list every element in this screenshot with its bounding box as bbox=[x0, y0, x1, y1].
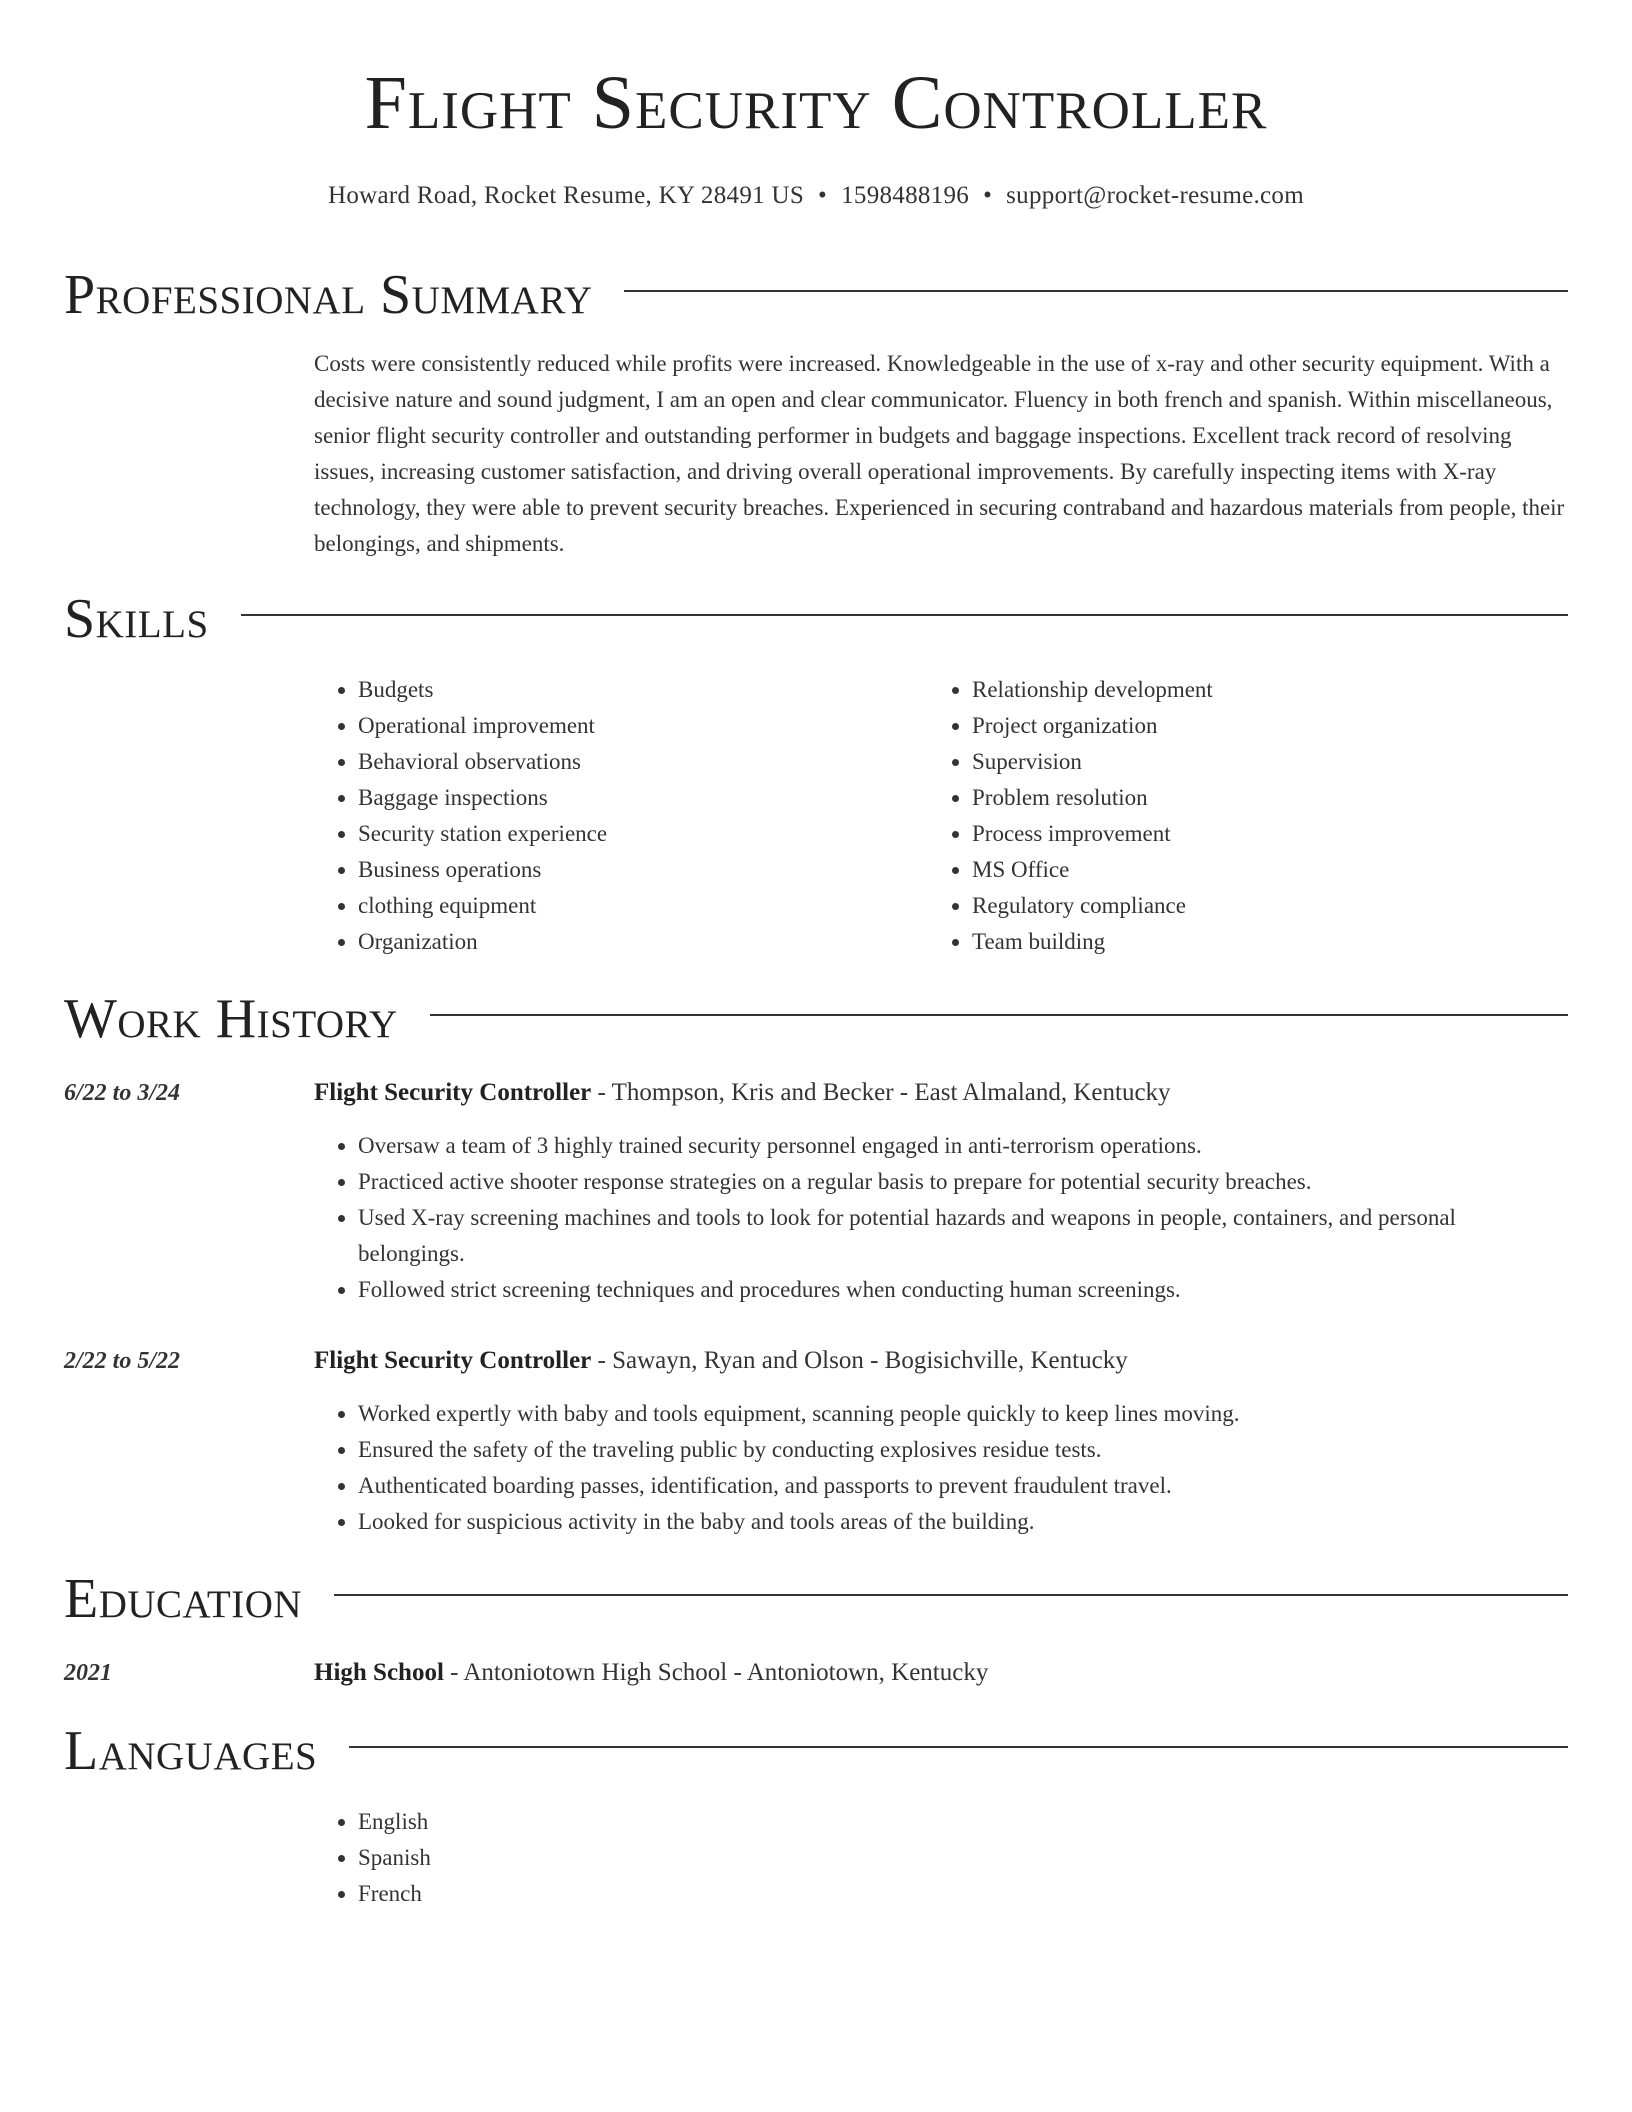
job-entry bbox=[64, 1076, 1568, 1110]
job-dates: 2/22 to 5/22 bbox=[64, 1348, 181, 1374]
education-line bbox=[314, 1656, 988, 1690]
skill-item: • Regulatory compliance bbox=[972, 888, 1542, 924]
job-bullet: • Used X-ray screening machines and tools to look for potential hazards and weapons in people, containers, and personal belongings. bbox=[358, 1200, 1568, 1272]
skill-item: • Team building bbox=[972, 924, 1542, 960]
education-title: Education bbox=[64, 1568, 303, 1630]
job-bullet: • Ensured the safety of the traveling public by conducting explosives residue tests. bbox=[358, 1432, 1568, 1468]
languages-title: Languages bbox=[64, 1720, 318, 1782]
skills-heading bbox=[64, 584, 1568, 654]
job-bullet: • Authenticated boarding passes, identification, and passports to prevent fraudulent travel. bbox=[358, 1468, 1568, 1504]
contact-separator: • bbox=[818, 182, 828, 209]
education-year: 2021 bbox=[64, 1660, 112, 1686]
education-section bbox=[64, 1564, 1568, 1690]
job-bullet: • Looked for suspicious activity in the baby and tools areas of the building. bbox=[358, 1504, 1568, 1540]
job-title-line bbox=[314, 1076, 1171, 1110]
language-item: • French bbox=[358, 1876, 1568, 1912]
skill-item: • Behavioral observations bbox=[358, 744, 928, 780]
contact-address: Howard Road, Rocket Resume, KY 28491 US bbox=[328, 182, 805, 209]
summary-heading bbox=[64, 260, 1568, 330]
job-bullet: • Practiced active shooter response strategies on a regular basis to prepare for potential security breaches. bbox=[358, 1164, 1568, 1200]
job-bullet: • Oversaw a team of 3 highly trained security personnel engaged in anti-terrorism operations. bbox=[358, 1128, 1568, 1164]
skills-list-right bbox=[928, 672, 1542, 960]
language-item: • English bbox=[358, 1804, 1568, 1840]
work-history-section bbox=[64, 984, 1568, 1540]
contact-separator: • bbox=[983, 182, 993, 209]
skills-title: Skills bbox=[64, 588, 209, 650]
section-divider bbox=[334, 1594, 1568, 1596]
job-bullet: • Followed strict screening techniques and procedures when conducting human screenings. bbox=[358, 1272, 1568, 1308]
job-role: Flight Security Controller bbox=[314, 1347, 592, 1374]
languages-list bbox=[314, 1804, 1568, 1912]
contact-email: support@rocket-resume.com bbox=[1006, 182, 1304, 209]
skill-item: • Relationship development bbox=[972, 672, 1542, 708]
work-history-title: Work History bbox=[64, 988, 398, 1050]
summary-title: Professional Summary bbox=[64, 264, 593, 326]
skills-section bbox=[64, 584, 1568, 960]
section-divider bbox=[430, 1014, 1568, 1016]
section-divider bbox=[241, 614, 1568, 616]
languages-heading bbox=[64, 1716, 1568, 1786]
language-item: • Spanish bbox=[358, 1840, 1568, 1876]
skill-item: • Business operations bbox=[358, 852, 928, 888]
skill-item: • Operational improvement bbox=[358, 708, 928, 744]
skill-item: • Baggage inspections bbox=[358, 780, 928, 816]
job-dates: 6/22 to 3/24 bbox=[64, 1080, 181, 1106]
education-entry bbox=[64, 1656, 1568, 1690]
skills-grid bbox=[314, 672, 1568, 960]
skill-item: • Project organization bbox=[972, 708, 1542, 744]
job-bullets bbox=[314, 1128, 1568, 1308]
job-employer: - Sawayn, Ryan and Olson - Bogisichville, Kentucky bbox=[591, 1347, 1128, 1374]
skill-item: • MS Office bbox=[972, 852, 1542, 888]
resume-name: Flight Security Controller bbox=[364, 61, 1268, 145]
job-role: Flight Security Controller bbox=[314, 1079, 592, 1106]
skill-item: • clothing equipment bbox=[358, 888, 928, 924]
work-history-heading bbox=[64, 984, 1568, 1054]
contact-line bbox=[64, 180, 1568, 212]
section-divider bbox=[624, 290, 1568, 292]
job-employer: - Thompson, Kris and Becker - East Almaland, Kentucky bbox=[591, 1079, 1171, 1106]
job-title-line bbox=[314, 1344, 1128, 1378]
job-entry bbox=[64, 1344, 1568, 1378]
education-school: - Antoniotown High School - Antoniotown, Kentucky bbox=[443, 1659, 989, 1686]
summary-section bbox=[64, 260, 1568, 562]
contact-phone: 1598488196 bbox=[841, 182, 970, 209]
section-divider bbox=[349, 1746, 1568, 1748]
skill-item: • Organization bbox=[358, 924, 928, 960]
job-bullets bbox=[314, 1396, 1568, 1540]
education-heading bbox=[64, 1564, 1568, 1634]
education-degree: High School bbox=[314, 1659, 444, 1686]
languages-section bbox=[64, 1716, 1568, 1912]
skill-item: • Security station experience bbox=[358, 816, 928, 852]
summary-text: Costs were consistently reduced while profits were increased. Knowledgeable in the use of x-ray and other security equipment. With a decisive nature and sound judgment, I am an open and clear communicator. Fluency in both french and spanish. Within miscellaneous, senior flight security controller and outstanding performer in budgets and baggage inspections. Excellent track record of resolving issues, increasing customer satisfaction, and driving overall operational improvements. By carefully inspecting items with X-ray technology, they were able to prevent security breaches. Experienced in securing contraband and hazardous materials from people, their belongings, and shipments. bbox=[314, 351, 1565, 556]
skill-item: • Process improvement bbox=[972, 816, 1542, 852]
skill-item: • Budgets bbox=[358, 672, 928, 708]
job-bullet: • Worked expertly with baby and tools equipment, scanning people quickly to keep lines moving. bbox=[358, 1396, 1568, 1432]
skills-list-left bbox=[314, 672, 928, 960]
skill-item: • Problem resolution bbox=[972, 780, 1542, 816]
skill-item: • Supervision bbox=[972, 744, 1542, 780]
